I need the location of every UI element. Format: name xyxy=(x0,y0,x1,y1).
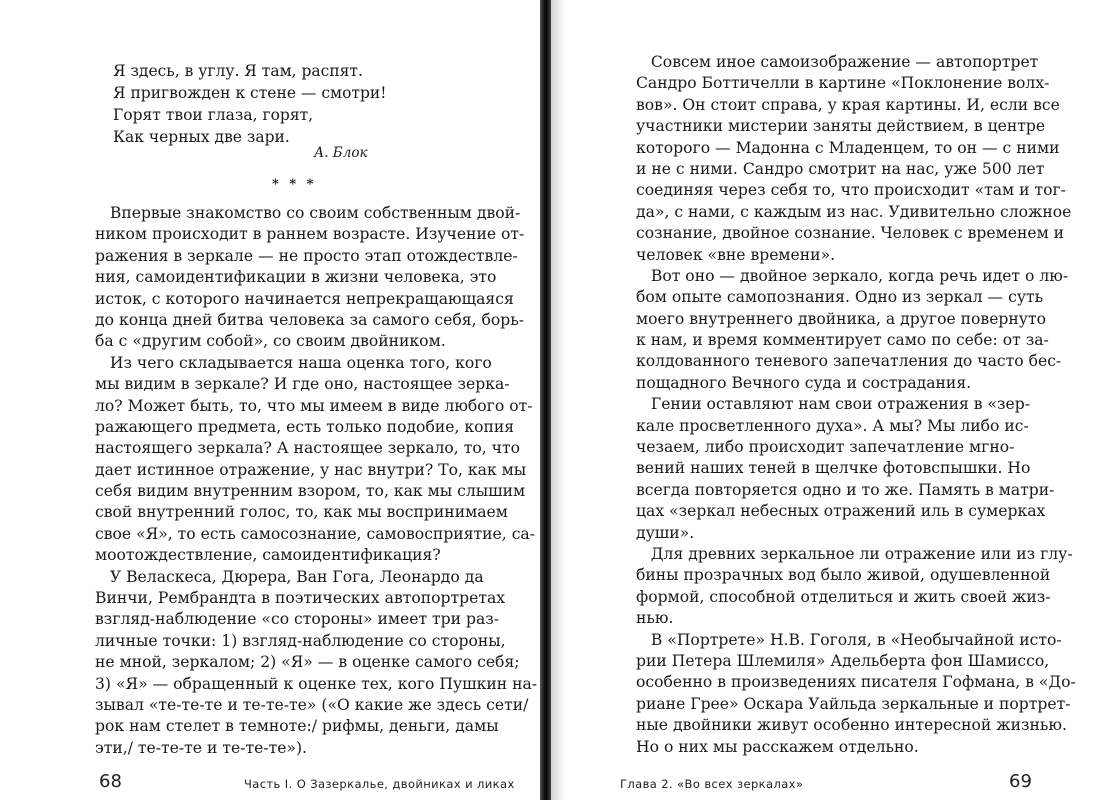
text-line: цах «зеркал небесных отражений иль в сумерках xyxy=(636,502,1046,521)
text-line: себя видим внутренним взором, то, как мы слышим xyxy=(95,482,526,501)
text-line: ния, самоидентификации в жизни человека, это xyxy=(95,268,497,287)
running-head-left: Часть I. О Зазеркалье, двойниках и ликах xyxy=(244,777,515,791)
text-line: бины прозрачных вод было живой, одушевленной xyxy=(636,566,1051,585)
epigraph-poem xyxy=(113,60,433,148)
text-line: моего внутреннего двойника, а другое повернуто xyxy=(636,309,1046,328)
text-line: соединяя через себя то, что происходит «там и тог- xyxy=(636,181,1066,200)
text-line: Из чего складывается наша оценка того, кого xyxy=(95,353,492,372)
text-line: до конца дней битва человека за самого себя, борь- xyxy=(95,310,525,329)
text-line: особенно в произведениях писателя Гофмана, в «До- xyxy=(636,673,1076,692)
text-line: ражения в зеркале — не просто этап отождествле- xyxy=(95,246,518,265)
text-line: Сандро Боттичелли в картине «Поклонение волх- xyxy=(636,74,1050,93)
text-line: свое «Я», то есть самосознание, самовосприятие, са- xyxy=(95,524,535,543)
text-line: кале просветленного духа». А мы? Мы либо ис- xyxy=(636,416,1029,435)
text-line: участники мистерии заняты действием, в центре xyxy=(636,117,1046,136)
text-line: чезаем, либо происходит запечатление мгно- xyxy=(636,438,1015,457)
text-line: Гении оставляют нам свои отражения в «зер- xyxy=(636,395,1031,414)
text-line: Впервые знакомство со своим собственным двой- xyxy=(95,204,521,222)
left-page xyxy=(0,0,540,800)
text-line: личные точки: 1) взгляд-наблюдение со стороны, xyxy=(95,631,506,650)
text-line: свой внутренний голос, то, как мы воспринимаем xyxy=(95,503,508,522)
text-line: и не с ними. Сандро смотрит на нас, уже 500 лет xyxy=(636,159,1045,178)
text-line: колдованного теневого запечатления до часто бес- xyxy=(636,352,1062,371)
poem-author: А. Блок xyxy=(314,145,368,161)
right-body-text xyxy=(636,52,1076,758)
text-line: которого — Мадонна с Младенцем, то он — с ними xyxy=(636,138,1060,157)
text-line: сознание, двойное сознание. Человек с временем и xyxy=(636,224,1065,243)
text-line: настоящего зеркала? А настоящее зеркало, то, что xyxy=(95,439,520,458)
text-line: риане Грее» Оскара Уайльда зеркальные и портрет- xyxy=(636,694,1071,713)
poem-line: Я пригвожден к стене — смотри! xyxy=(113,84,387,102)
poem-line: Я здесь, в углу. Я там, распят. xyxy=(113,62,363,80)
text-line: всегда повторяется одно и то же. Память в матри- xyxy=(636,480,1055,499)
text-line: рии Петера Шлемиля» Адельберта фон Шамиссо, xyxy=(636,651,1050,670)
text-line: формой, способной отделиться и жить своей жиз- xyxy=(636,587,1051,606)
text-line: эти,/ те-те-те и те-те-те»). xyxy=(95,738,308,757)
text-line: да», с нами, с каждым из нас. Удивительно сложное xyxy=(636,202,1072,221)
text-line: ло? Может быть, то, что мы имеем в виде любого от- xyxy=(95,396,533,415)
text-line: души». xyxy=(636,523,695,542)
book-gutter xyxy=(540,0,551,800)
text-line: Совсем иное самоизображение — автопортрет xyxy=(636,53,1039,71)
text-line: не мной, зеркалом; 2) «Я» — в оценке самого себя; xyxy=(95,653,520,672)
text-line: исток, с которого начинается непрекращающаяся xyxy=(95,289,514,308)
text-line: Но о них мы расскажем отдельно. xyxy=(636,737,919,756)
right-page xyxy=(551,0,1111,800)
poem-line: Как черных две зари. xyxy=(113,128,290,146)
text-line: пощадного Вечного суда и сострадания. xyxy=(636,373,972,392)
text-line: ражающего предмета, есть только подобие, копия xyxy=(95,417,515,436)
text-line: вов». Он стоит справа, у края картины. И, если все xyxy=(636,95,1060,114)
text-line: ником происходит в раннем возрасте. Изучение от- xyxy=(95,225,525,244)
text-line: нью. xyxy=(636,609,674,628)
text-line: моотождествление, самоидентификация? xyxy=(95,546,441,565)
text-line: зывал «те-те-те и те-те-те» («О какие же здесь сети/ xyxy=(95,695,529,714)
text-line: к нам, и время комментирует само по себе: от за- xyxy=(636,331,1049,350)
running-head-right: Глава 2. «Во всех зеркалах» xyxy=(620,777,804,791)
text-line: дает истинное отражение, у нас внутри? То, как мы xyxy=(95,460,527,479)
text-line: У Веласкеса, Дюрера, Ван Гога, Леонардо да xyxy=(95,567,484,586)
text-line: мы видим в зеркале? И где оно, настоящее зерка- xyxy=(95,375,510,394)
left-body-text xyxy=(95,203,538,759)
page-number-left: 68 xyxy=(99,771,122,792)
text-line: бом опыте самопознания. Одно из зеркал — суть xyxy=(636,288,1044,307)
text-line: вений наших теней в щелчке фотовспышки. Но xyxy=(636,459,1031,478)
text-line: Винчи, Рембрандта в поэтических автопортретах xyxy=(95,589,506,608)
text-line: взгляд-наблюдение «со стороны» имеет три раз- xyxy=(95,610,500,629)
poem-line: Горят твои глаза, горят, xyxy=(113,106,314,124)
text-line: ба с «другим собой», со своим двойником. xyxy=(95,332,446,351)
text-line: человек «вне времени». xyxy=(636,245,836,264)
text-line: ные двойники живут особенно интересной жизнью. xyxy=(636,716,1067,735)
text-line: Для древних зеркальное ли отражение или из глу- xyxy=(636,544,1073,563)
text-line: Вот оно — двойное зеркало, когда речь идет о лю- xyxy=(636,266,1069,285)
section-separator: * * * xyxy=(272,177,317,192)
text-line: В «Портрете» Н.В. Гоголя, в «Необычайной исто- xyxy=(636,630,1062,649)
text-line: рок нам стелет в темноте:/ рифмы, деньги, дамы xyxy=(95,717,499,736)
text-line: 3) «Я» — обращенный к оценке тех, кого Пушкин на- xyxy=(95,674,538,693)
page-number-right: 69 xyxy=(1009,771,1032,792)
